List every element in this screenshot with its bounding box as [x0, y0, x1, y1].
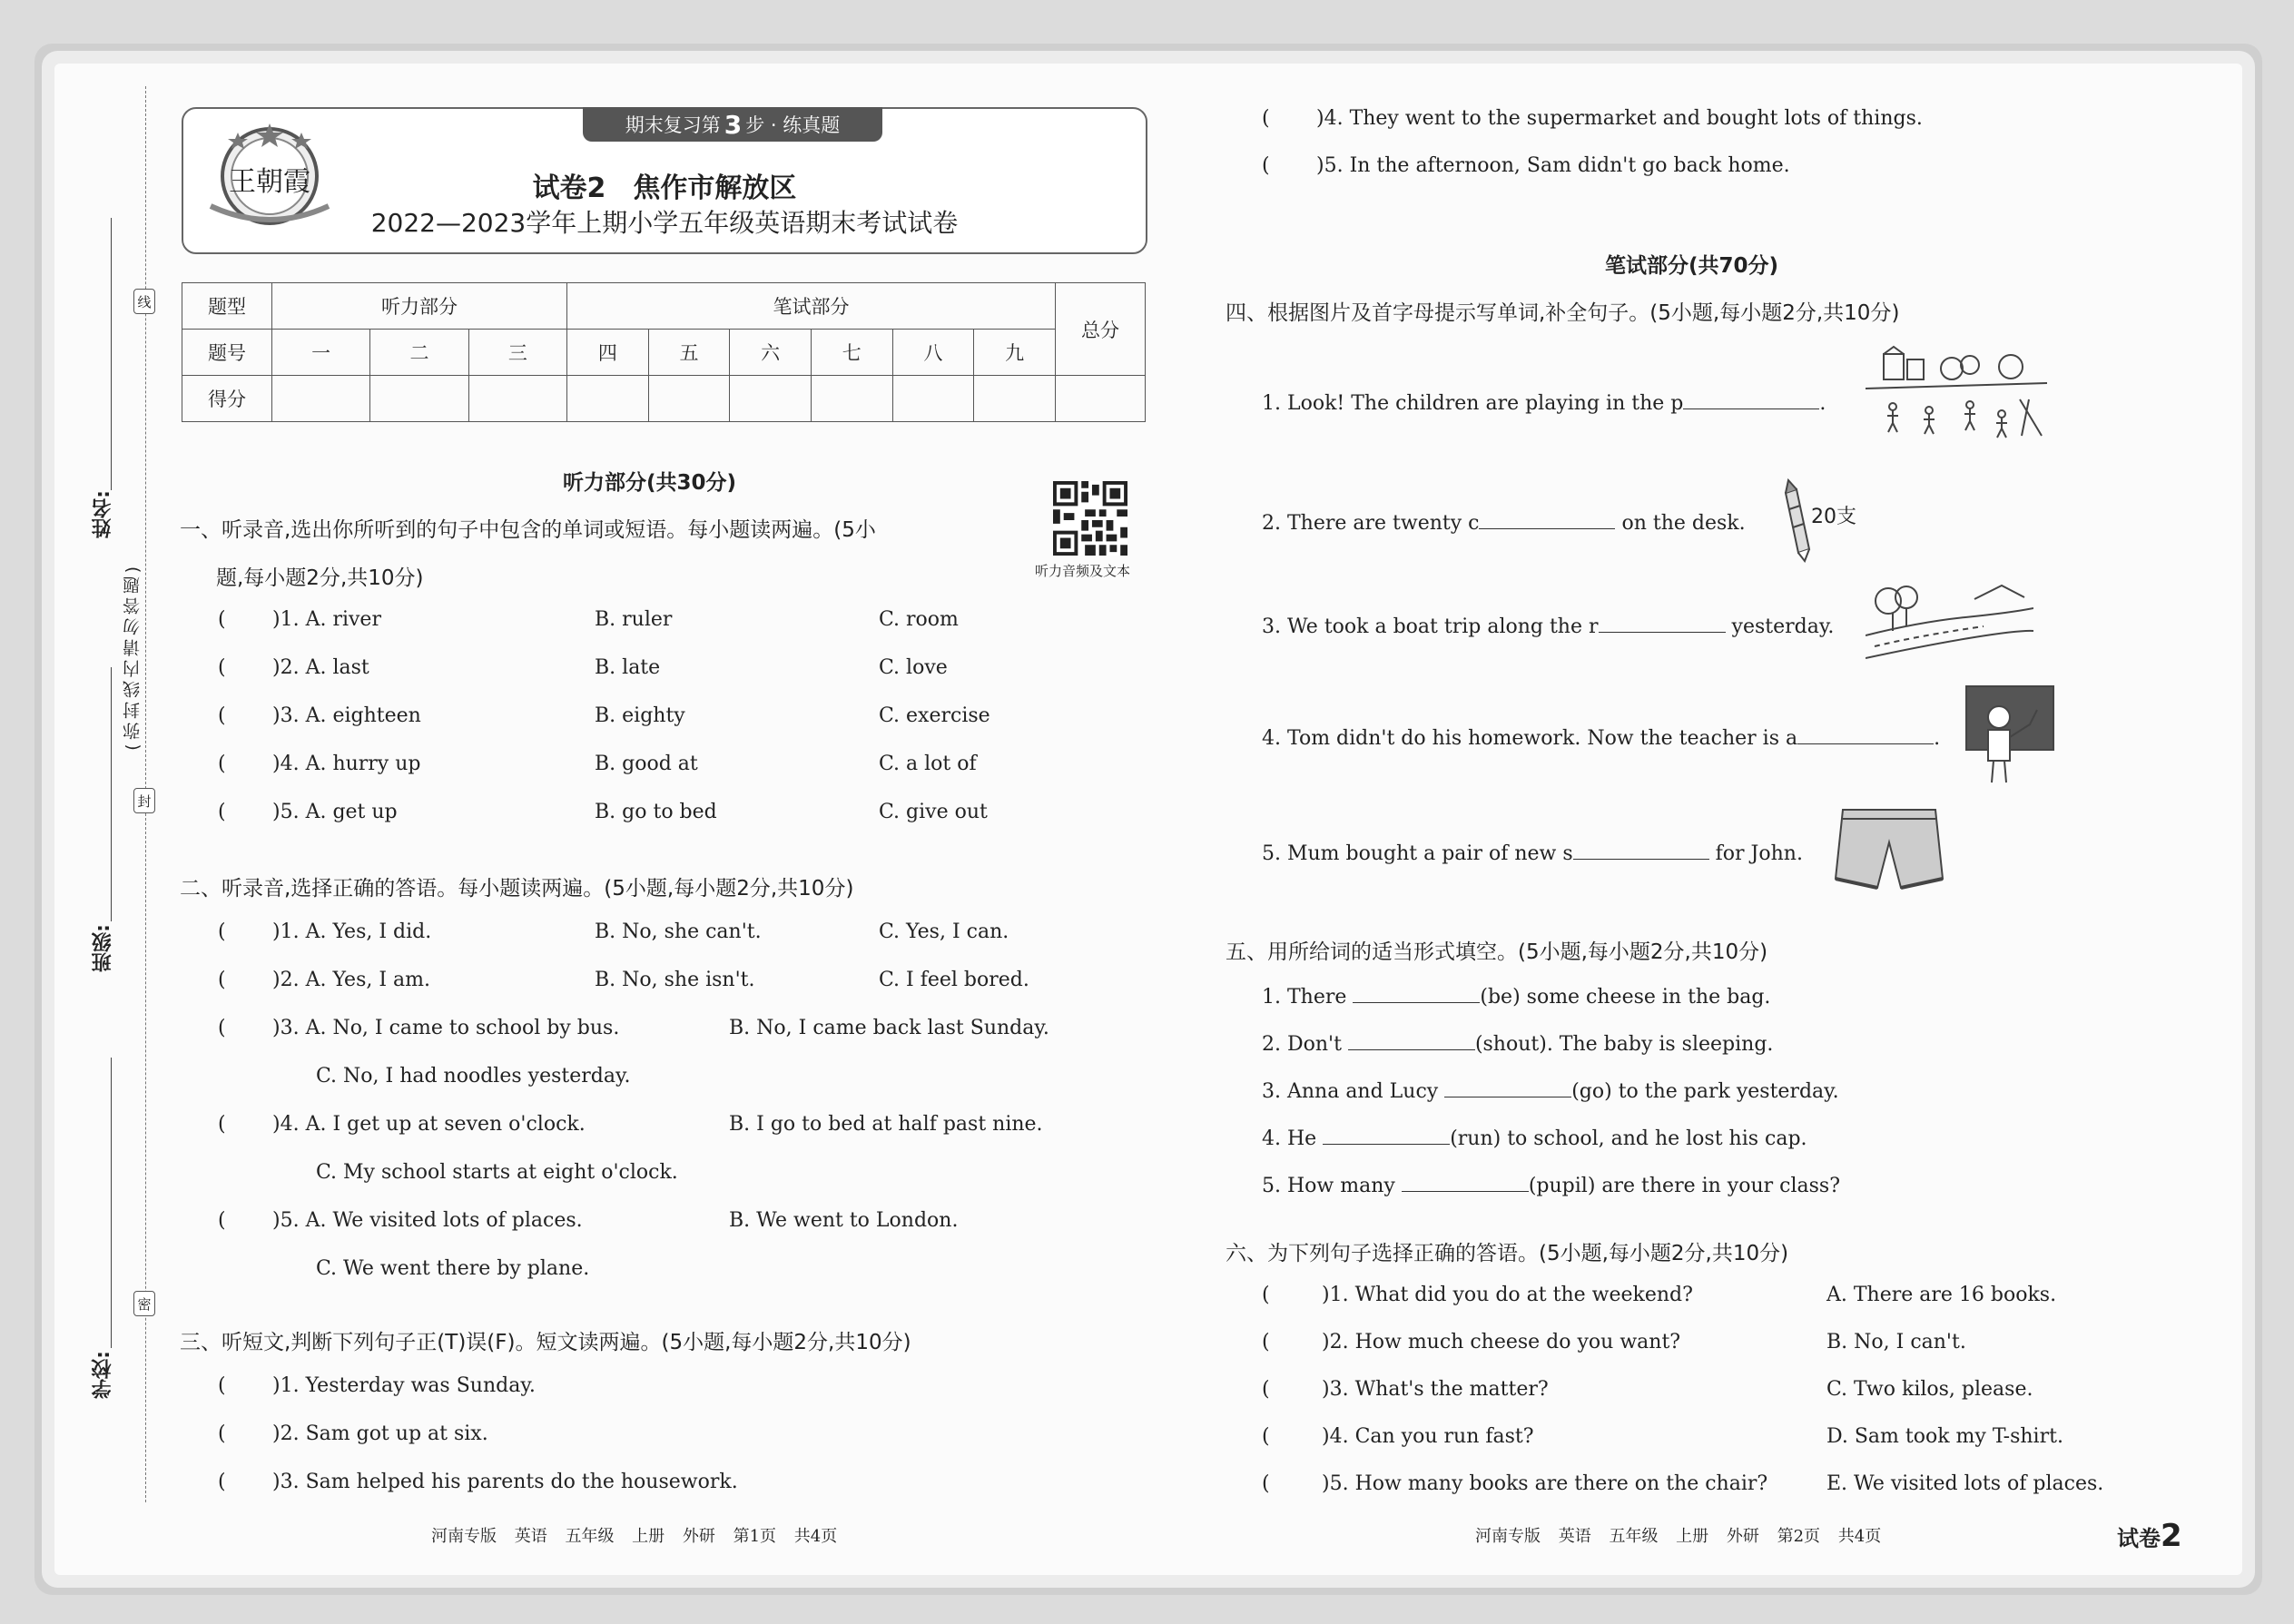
score-input-cell[interactable]: [811, 376, 892, 422]
score-table-cell: 得分: [182, 376, 272, 422]
section5-heading: 五、用所给词的适当形式填空。(5小题,每小题2分,共10分): [1226, 940, 1768, 964]
s2-q1-b: B. No, she can't.: [595, 920, 762, 943]
score-table-cell: 听力部分: [272, 283, 567, 330]
score-table-cell: 七: [811, 330, 892, 376]
header-banner: [182, 107, 1147, 254]
name-label: 姓名:: [92, 490, 114, 538]
logo-text: 王朝霞: [229, 166, 310, 198]
score-table-cell: 笔试部分: [566, 283, 1055, 330]
answer-blank[interactable]: [1402, 1171, 1529, 1192]
score-input-cell[interactable]: [468, 376, 566, 422]
s4-q1: 1. Look! The children are playing in the p .: [1262, 389, 1826, 415]
answer-blank[interactable]: [1797, 723, 1934, 744]
paper-tag: 试卷2: [2117, 1518, 2182, 1554]
s1-option-b: B. late: [595, 656, 661, 679]
s5-q2: 2. Don't (shout). The baby is sleeping.: [1262, 1029, 1773, 1056]
s1-question: ( )1. A. river: [218, 608, 381, 631]
seal-xian: 线: [133, 289, 155, 314]
score-table-cell: 八: [892, 330, 974, 376]
score-table-cell: 三: [468, 330, 566, 376]
listening-heading: 听力部分(共30分): [563, 471, 737, 495]
s2-q3: ( )3. A. No, I came to school by bus.: [218, 1017, 620, 1039]
answer-blank[interactable]: [1444, 1077, 1571, 1097]
section2-heading: 二、听录音,选择正确的答语。每小题读两遍。(5小题,每小题2分,共10分): [180, 877, 854, 901]
s2-q2-b: B. No, she isn't.: [595, 969, 755, 991]
score-table-cell: 五: [648, 330, 730, 376]
crayon-count-label: 20支: [1811, 506, 1856, 528]
answer-blank[interactable]: [1479, 508, 1615, 529]
exam-title: 试卷2 焦作市解放区: [532, 172, 797, 204]
s2-q5-c: C. We went there by plane.: [316, 1257, 590, 1280]
section6-heading: 六、为下列句子选择正确的答语。(5小题,每小题2分,共10分): [1226, 1242, 1789, 1265]
score-input-cell[interactable]: [272, 376, 370, 422]
s3-q5: ( )5. In the afternoon, Sam didn't go back home.: [1262, 154, 1790, 177]
s3-q2: ( )2. Sam got up at six.: [218, 1422, 488, 1445]
s1-question: ( )3. A. eighteen: [218, 704, 421, 727]
footer-left: 河南专版 英语 五年级 上册 外研 第1页 共4页: [431, 1527, 838, 1546]
s3-q3: ( )3. Sam helped his parents do the housework.: [218, 1471, 738, 1493]
seal-mi: 密: [133, 1291, 155, 1316]
s2-q5: ( )5. A. We visited lots of places.: [218, 1209, 583, 1232]
s2-q4-c: C. My school starts at eight o'clock.: [316, 1161, 678, 1184]
playground-picture-icon: [1866, 345, 2047, 445]
written-heading: 笔试部分(共70分): [1605, 254, 1779, 278]
s6-answer-option: D. Sam took my T-shirt.: [1826, 1425, 2063, 1448]
score-input-cell[interactable]: [1056, 376, 1146, 422]
s2-q1-c: C. Yes, I can.: [879, 920, 1009, 943]
score-input-cell[interactable]: [566, 376, 648, 422]
s1-question: ( )4. A. hurry up: [218, 753, 421, 775]
score-table-cell: 一: [272, 330, 370, 376]
score-input-cell[interactable]: [648, 376, 730, 422]
s2-q5-b: B. We went to London.: [729, 1209, 959, 1232]
name-line: [111, 218, 112, 490]
section1-heading-cont: 题,每小题2分,共10分): [216, 566, 424, 590]
s2-q2: ( )2. A. Yes, I am.: [218, 969, 431, 991]
s2-q4: ( )4. A. I get up at seven o'clock.: [218, 1113, 586, 1136]
score-table-cell: 九: [974, 330, 1056, 376]
s2-q1: ( )1. A. Yes, I did.: [218, 920, 432, 943]
class-line: [111, 667, 112, 921]
s1-option-b: B. eighty: [595, 704, 685, 727]
s5-q5: 5. How many (pupil) are there in your class?: [1262, 1171, 1840, 1197]
s6-answer-option: B. No, I can't.: [1826, 1331, 1966, 1353]
s6-question: ( )1. What did you do at the weekend?: [1262, 1284, 1693, 1306]
s1-option-c: C. love: [879, 656, 948, 679]
s6-answer-option: E. We visited lots of places.: [1826, 1472, 2104, 1495]
section3-heading: 三、听短文,判断下列句子正(T)误(F)。短文读两遍。(5小题,每小题2分,共10分): [180, 1331, 911, 1354]
s1-option-c: C. room: [879, 608, 959, 631]
s6-answer-option: A. There are 16 books.: [1826, 1284, 2057, 1306]
s1-option-b: B. go to bed: [595, 801, 717, 823]
s6-answer-option: C. Two kilos, please.: [1826, 1378, 2033, 1401]
s4-q5: 5. Mum bought a pair of new s for John.: [1262, 839, 1803, 865]
answer-blank[interactable]: [1323, 1124, 1450, 1145]
s2-q3-b: B. No, I came back last Sunday.: [729, 1017, 1049, 1039]
section4-heading: 四、根据图片及首字母提示写单词,补全句子。(5小题,每小题2分,共10分): [1226, 301, 1900, 325]
answer-blank[interactable]: [1599, 612, 1726, 633]
s1-option-c: C. exercise: [879, 704, 990, 727]
score-table-cell: 二: [370, 330, 468, 376]
s2-q4-b: B. I go to bed at half past nine.: [729, 1113, 1043, 1136]
school-label: 学校:: [92, 1351, 114, 1399]
section1-heading: 一、听录音,选出你所听到的句子中包含的单词或短语。每小题读两遍。(5小: [180, 518, 876, 542]
answer-blank[interactable]: [1683, 389, 1819, 409]
s4-q3: 3. We took a boat trip along the r yesterday.: [1262, 612, 1834, 638]
score-table-cell: 题型: [182, 283, 272, 330]
s2-q3-c: C. No, I had noodles yesterday.: [316, 1065, 631, 1088]
footer-right: 河南专版 英语 五年级 上册 外研 第2页 共4页: [1475, 1527, 1882, 1546]
river-picture-icon: [1866, 581, 2033, 667]
angry-teacher-picture-icon: [1961, 683, 2061, 784]
s3-q1: ( )1. Yesterday was Sunday.: [218, 1374, 536, 1397]
margin-note: (弥封线内请勿答题): [123, 563, 143, 751]
s1-option-c: C. give out: [879, 801, 988, 823]
score-table-cell: 六: [730, 330, 812, 376]
score-input-cell[interactable]: [892, 376, 974, 422]
s6-question: ( )5. How many books are there on the chair?: [1262, 1472, 1768, 1495]
s1-question: ( )5. A. get up: [218, 801, 398, 823]
qr-code-icon: [1053, 481, 1127, 556]
s3-q4: ( )4. They went to the supermarket and bought lots of things.: [1262, 107, 1923, 130]
step-tab: 期末复习第 3 步 · 练真题: [583, 107, 882, 142]
s5-q4: 4. He (run) to school, and he lost his cap.: [1262, 1124, 1807, 1150]
qr-caption: 听力音频及文本: [1035, 563, 1131, 579]
s2-q2-c: C. I feel bored.: [879, 969, 1029, 991]
score-table-cell: 题号: [182, 330, 272, 376]
school-line: [111, 1058, 112, 1348]
score-table-cell: 四: [566, 330, 648, 376]
s5-q3: 3. Anna and Lucy (go) to the park yesterday.: [1262, 1077, 1839, 1103]
s1-option-b: B. good at: [595, 753, 698, 775]
answer-blank[interactable]: [1353, 982, 1480, 1003]
s6-question: ( )2. How much cheese do you want?: [1262, 1331, 1681, 1353]
shorts-picture-icon: [1834, 806, 1944, 895]
s4-q2: 2. There are twenty c on the desk.: [1262, 508, 1746, 535]
exam-subtitle: 2022—2023学年上期小学五年级英语期末考试试卷: [370, 208, 959, 238]
answer-blank[interactable]: [1348, 1029, 1475, 1050]
s1-option-c: C. a lot of: [879, 753, 977, 775]
class-label: 班级:: [92, 924, 114, 972]
score-table: [182, 282, 1146, 422]
s6-question: ( )3. What's the matter?: [1262, 1378, 1549, 1401]
s5-q1: 1. There (be) some cheese in the bag.: [1262, 982, 1770, 1009]
score-table-cell: 总分: [1056, 283, 1146, 376]
crayon-picture-icon: [1775, 477, 1811, 563]
score-input-cell[interactable]: [974, 376, 1056, 422]
s1-question: ( )2. A. last: [218, 656, 369, 679]
score-input-cell[interactable]: [730, 376, 812, 422]
score-input-cell[interactable]: [370, 376, 468, 422]
seal-feng: 封: [133, 788, 155, 813]
s4-q4: 4. Tom didn't do his homework. Now the teacher is a .: [1262, 723, 1940, 750]
answer-blank[interactable]: [1573, 839, 1709, 860]
s6-question: ( )4. Can you run fast?: [1262, 1425, 1534, 1448]
s1-option-b: B. ruler: [595, 608, 673, 631]
